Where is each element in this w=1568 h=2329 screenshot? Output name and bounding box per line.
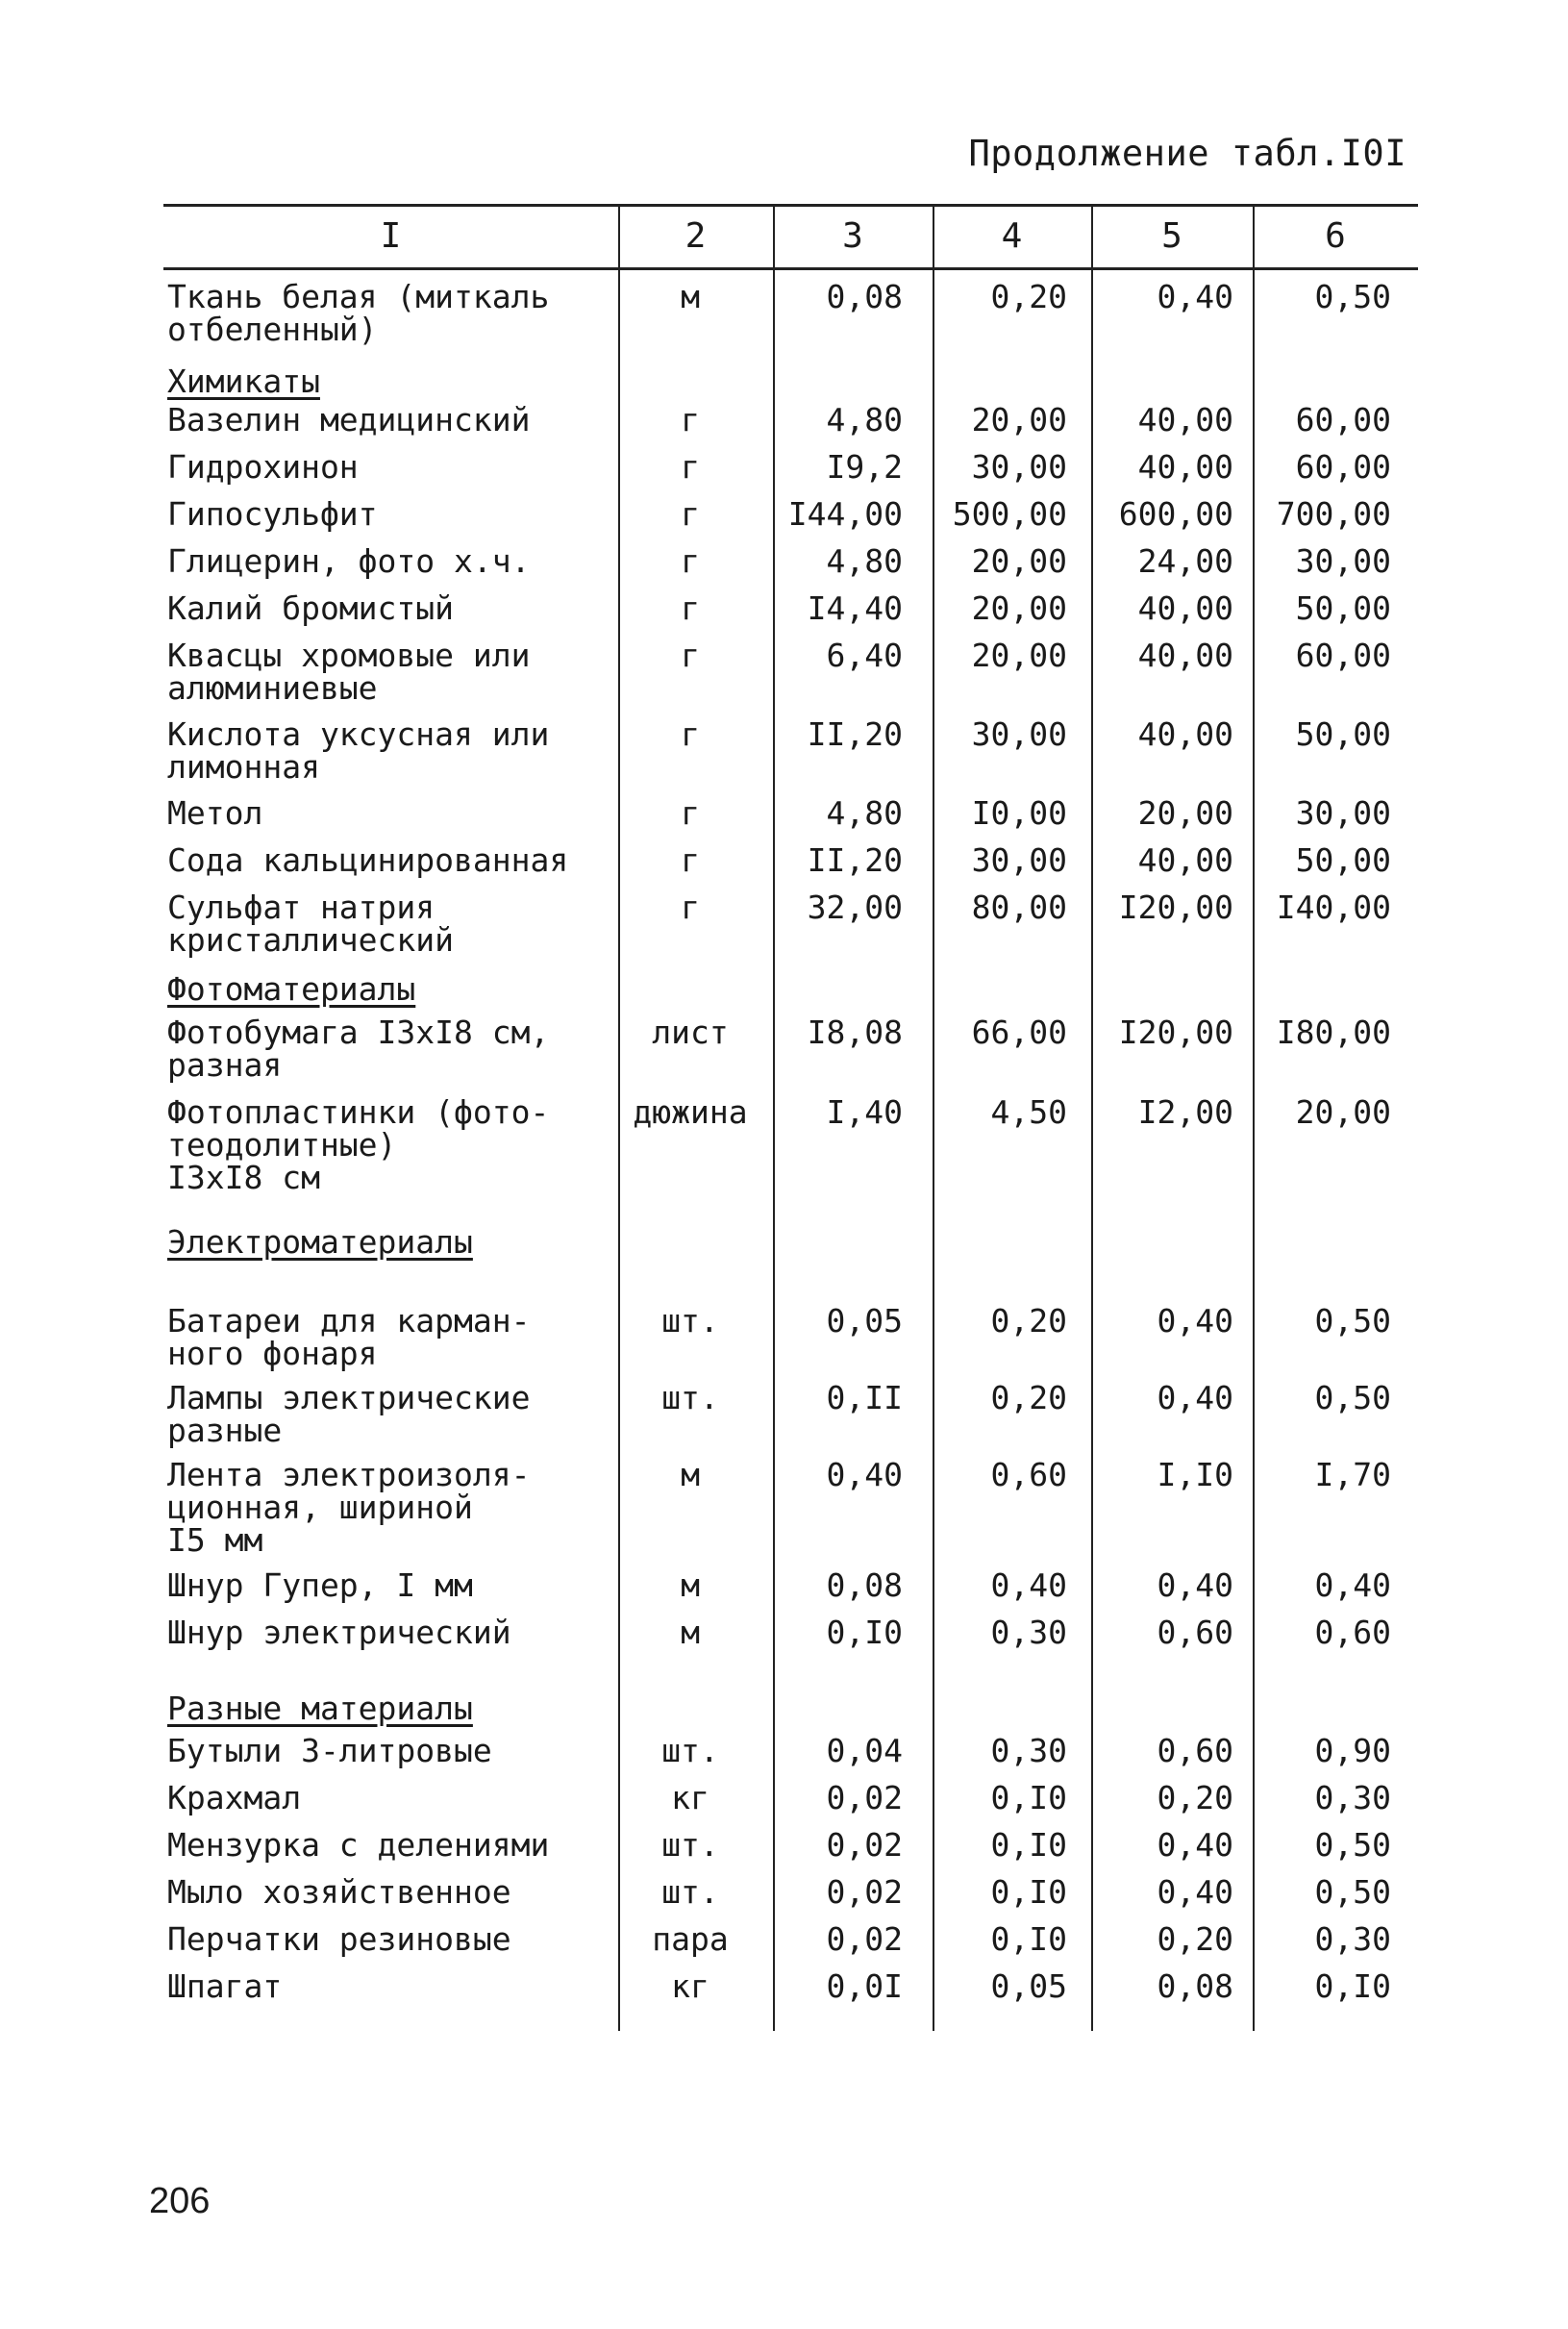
value-col-5: 40,00 [1137, 637, 1233, 674]
value-col-6: 60,00 [1295, 401, 1391, 438]
value-col-5: 0,20 [1157, 1779, 1233, 1816]
materials-table [163, 204, 1418, 2031]
section-heading: Фотоматериалы [167, 970, 416, 1008]
header-col-3: 3 [842, 215, 863, 256]
value-col-5: 40,00 [1137, 589, 1233, 627]
value-col-5: 0,40 [1157, 278, 1233, 315]
value-col-6: 0,50 [1314, 1873, 1391, 1911]
header-col-1: I [380, 215, 402, 256]
item-name: Метол [167, 794, 263, 832]
value-col-4: 4,50 [990, 1093, 1067, 1131]
value-col-6: 0,30 [1314, 1779, 1391, 1816]
value-col-4: 80,00 [971, 889, 1067, 926]
value-col-5: 40,00 [1137, 448, 1233, 486]
value-col-6: I80,00 [1276, 1014, 1391, 1051]
header-col-6: 6 [1325, 215, 1346, 256]
value-col-3: II,20 [807, 841, 903, 879]
value-col-4: 0,I0 [990, 1779, 1067, 1816]
header-col-2: 2 [684, 215, 707, 256]
item-unit: кг [671, 1779, 709, 1816]
value-col-4: 0,05 [990, 1967, 1067, 2005]
header-bottom-rule [163, 267, 1418, 270]
value-col-5: 0,40 [1157, 1379, 1233, 1416]
value-col-3: 0,40 [826, 1456, 903, 1493]
value-col-4: 30,00 [971, 715, 1067, 753]
item-name: Гипосульфит [167, 495, 378, 533]
value-col-6: 0,50 [1314, 278, 1391, 315]
item-unit: м [681, 278, 700, 315]
value-col-6: 0,30 [1314, 1920, 1391, 1958]
section-heading: Химикаты [167, 363, 320, 400]
value-col-3: 32,00 [807, 889, 903, 926]
item-name: Шпагат [167, 1967, 283, 2005]
value-col-5: 0,60 [1157, 1732, 1233, 1769]
value-col-3: 0,08 [826, 1566, 903, 1604]
value-col-3: 0,05 [826, 1302, 903, 1340]
item-unit: шт. [661, 1732, 719, 1769]
column-divider [1253, 204, 1255, 2031]
item-unit: лист [652, 1014, 729, 1051]
value-col-5: 0,40 [1157, 1302, 1233, 1340]
value-col-3: 0,08 [826, 278, 903, 315]
item-name: Шнур Гупер, I мм [167, 1566, 473, 1604]
item-name: Перчатки резиновые [167, 1920, 511, 1958]
value-col-3: I4,40 [807, 589, 903, 627]
value-col-3: 0,II [826, 1379, 903, 1416]
value-col-4: 0,20 [990, 1379, 1067, 1416]
item-name: Крахмал [167, 1779, 302, 1816]
item-unit: шт. [661, 1302, 719, 1340]
value-col-3: 0,I0 [826, 1614, 903, 1651]
value-col-6: 0,50 [1314, 1379, 1391, 1416]
value-col-6: 50,00 [1295, 589, 1391, 627]
value-col-6: 60,00 [1295, 637, 1391, 674]
value-col-4: 0,I0 [990, 1826, 1067, 1864]
value-col-6: 0,40 [1314, 1566, 1391, 1604]
column-divider [933, 204, 934, 2031]
value-col-6: 0,60 [1314, 1614, 1391, 1651]
item-unit: г [681, 889, 700, 926]
value-col-5: 20,00 [1137, 794, 1233, 832]
item-name: Кислота уксусная или лимонная [167, 715, 550, 786]
item-unit: шт. [661, 1873, 719, 1911]
value-col-5: 40,00 [1137, 841, 1233, 879]
header-col-4: 4 [1001, 215, 1023, 256]
value-col-6: 50,00 [1295, 841, 1391, 879]
value-col-6: 0,I0 [1314, 1967, 1391, 2005]
item-unit: шт. [661, 1826, 719, 1864]
column-divider [773, 204, 775, 2031]
table-caption: Продолжение табл.I0I [968, 133, 1406, 174]
section-heading: Разные материалы [167, 1690, 473, 1727]
value-col-3: 4,80 [826, 542, 903, 580]
value-col-4: I0,00 [971, 794, 1067, 832]
value-col-5: I2,00 [1137, 1093, 1233, 1131]
item-name: Ткань белая (миткаль отбеленный) [167, 278, 550, 348]
header-col-5: 5 [1161, 215, 1182, 256]
value-col-4: 0,I0 [990, 1873, 1067, 1911]
value-col-3: 0,0I [826, 1967, 903, 2005]
item-unit: пара [652, 1920, 729, 1958]
value-col-3: 0,02 [826, 1826, 903, 1864]
value-col-3: I44,00 [787, 495, 903, 533]
item-name: Гидрохинон [167, 448, 359, 486]
section-heading: Электроматериалы [167, 1223, 473, 1261]
value-col-5: 0,40 [1157, 1873, 1233, 1911]
item-unit: г [681, 401, 700, 438]
value-col-3: 0,02 [826, 1779, 903, 1816]
value-col-5: 0,08 [1157, 1967, 1233, 2005]
value-col-3: 6,40 [826, 637, 903, 674]
value-col-4: 20,00 [971, 401, 1067, 438]
item-name: Глицерин, фото х.ч. [167, 542, 531, 580]
value-col-4: 20,00 [971, 637, 1067, 674]
value-col-6: 30,00 [1295, 794, 1391, 832]
value-col-6: 0,90 [1314, 1732, 1391, 1769]
item-unit: г [681, 589, 700, 627]
value-col-4: 0,60 [990, 1456, 1067, 1493]
item-name: Бутыли 3-литровые [167, 1732, 492, 1769]
value-col-5: 40,00 [1137, 715, 1233, 753]
item-unit: г [681, 637, 700, 674]
value-col-3: 4,80 [826, 794, 903, 832]
item-name: Батареи для карман- ного фонаря [167, 1302, 531, 1372]
item-name: Лента электроизоля- ционная, шириной I5 мм [167, 1456, 531, 1559]
value-col-6: 50,00 [1295, 715, 1391, 753]
item-name: Калий бромистый [167, 589, 455, 627]
item-unit: г [681, 715, 700, 753]
value-col-5: I,I0 [1157, 1456, 1233, 1493]
item-name: Вазелин медицинский [167, 401, 531, 438]
value-col-3: 4,80 [826, 401, 903, 438]
item-unit: м [681, 1566, 700, 1604]
value-col-4: 20,00 [971, 542, 1067, 580]
column-divider [1091, 204, 1093, 2031]
item-name: Мензурка с делениями [167, 1826, 550, 1864]
value-col-4: 0,20 [990, 278, 1067, 315]
item-name: Квасцы хромовые или алюминиевые [167, 637, 531, 707]
value-col-5: 24,00 [1137, 542, 1233, 580]
item-unit: г [681, 448, 700, 486]
value-col-3: 0,02 [826, 1873, 903, 1911]
value-col-6: 60,00 [1295, 448, 1391, 486]
value-col-4: 30,00 [971, 448, 1067, 486]
value-col-5: 0,20 [1157, 1920, 1233, 1958]
value-col-6: I40,00 [1276, 889, 1391, 926]
item-name: Сода кальцинированная [167, 841, 569, 879]
item-name: Шнур электрический [167, 1614, 511, 1651]
value-col-3: II,20 [807, 715, 903, 753]
value-col-6: 30,00 [1295, 542, 1391, 580]
item-unit: дюжина [633, 1093, 748, 1131]
item-name: Фотопластинки (фото- теодолитные) I3xI8 см [167, 1093, 550, 1196]
item-name: Фотобумага I3xI8 см, разная [167, 1014, 550, 1084]
value-col-4: 500,00 [952, 495, 1067, 533]
value-col-5: I20,00 [1118, 1014, 1233, 1051]
value-col-5: 40,00 [1137, 401, 1233, 438]
item-unit: г [681, 794, 700, 832]
value-col-4: 0,40 [990, 1566, 1067, 1604]
value-col-5: 0,60 [1157, 1614, 1233, 1651]
value-col-4: 0,30 [990, 1614, 1067, 1651]
item-unit: г [681, 542, 700, 580]
value-col-6: 0,50 [1314, 1826, 1391, 1864]
value-col-3: 0,02 [826, 1920, 903, 1958]
value-col-6: 700,00 [1276, 495, 1391, 533]
item-unit: шт. [661, 1379, 719, 1416]
value-col-4: 66,00 [971, 1014, 1067, 1051]
value-col-6: 0,50 [1314, 1302, 1391, 1340]
value-col-5: 600,00 [1118, 495, 1233, 533]
item-unit: кг [671, 1967, 709, 2005]
value-col-5: 0,40 [1157, 1826, 1233, 1864]
value-col-4: 0,20 [990, 1302, 1067, 1340]
value-col-4: 0,I0 [990, 1920, 1067, 1958]
item-name: Мыло хозяйственное [167, 1873, 511, 1911]
value-col-3: I8,08 [807, 1014, 903, 1051]
item-unit: г [681, 495, 700, 533]
value-col-6: I,70 [1314, 1456, 1391, 1493]
item-name: Лампы электрические разные [167, 1379, 531, 1449]
value-col-3: 0,04 [826, 1732, 903, 1769]
value-col-4: 30,00 [971, 841, 1067, 879]
value-col-4: 20,00 [971, 589, 1067, 627]
value-col-5: I20,00 [1118, 889, 1233, 926]
page-number: 206 [149, 2181, 211, 2221]
item-unit: м [681, 1456, 700, 1493]
item-unit: г [681, 841, 700, 879]
value-col-4: 0,30 [990, 1732, 1067, 1769]
value-col-3: I,40 [826, 1093, 903, 1131]
value-col-5: 0,40 [1157, 1566, 1233, 1604]
item-unit: м [681, 1614, 700, 1651]
value-col-6: 20,00 [1295, 1093, 1391, 1131]
value-col-3: I9,2 [826, 448, 903, 486]
item-name: Сульфат натрия кристаллический [167, 889, 455, 959]
